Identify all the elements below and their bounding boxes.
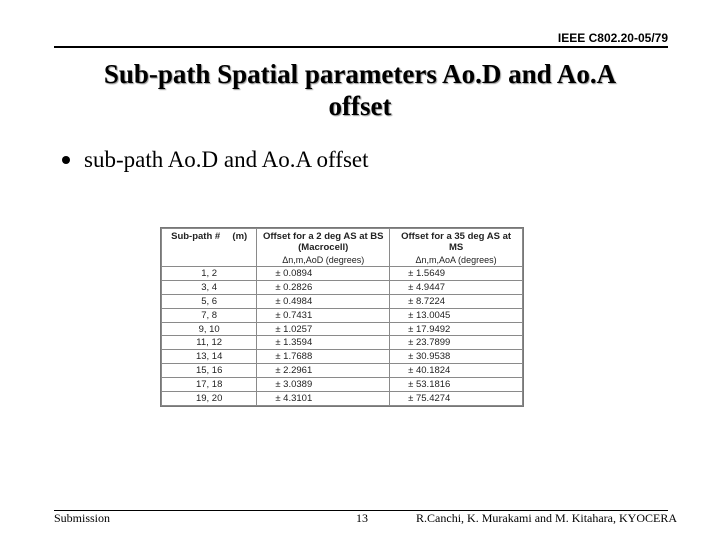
bullet-item bbox=[62, 145, 369, 175]
slide-title-line1: Sub-path Spatial parameters Ao.D and Ao.A bbox=[103, 59, 617, 89]
table-row bbox=[162, 294, 523, 308]
cell-bs-offset: ± 2.2961 bbox=[257, 364, 390, 378]
col-header-subpath-label: Sub-path # bbox=[171, 231, 221, 242]
bullet-dot-icon bbox=[62, 156, 70, 164]
cell-bs-offset: ± 1.0257 bbox=[257, 322, 390, 336]
bullet-text: sub-path Ao.D and Ao.A offset bbox=[84, 147, 369, 172]
document-id: IEEE C802.20-05/79 bbox=[557, 31, 668, 45]
cell-ms-offset: ± 1.5649 bbox=[390, 267, 523, 281]
cell-ms-offset: ± 17.9492 bbox=[390, 322, 523, 336]
cell-ms-offset: ± 8.7224 bbox=[390, 294, 523, 308]
table-row bbox=[162, 350, 523, 364]
table-row bbox=[162, 267, 523, 281]
table-row bbox=[162, 364, 523, 378]
col-header-bs-offset bbox=[257, 229, 390, 267]
col-header-ms-offset bbox=[390, 229, 523, 267]
footer-submission: Submission bbox=[54, 511, 111, 525]
cell-subpath: 5, 6 bbox=[162, 294, 257, 308]
header-divider bbox=[54, 46, 668, 48]
col-header-subpath-index: (m) bbox=[232, 231, 248, 242]
slide-title bbox=[40, 58, 680, 122]
table-row bbox=[162, 308, 523, 322]
table-row bbox=[162, 322, 523, 336]
cell-bs-offset: ± 4.3101 bbox=[257, 392, 390, 406]
slide-title-line2: offset bbox=[328, 91, 392, 121]
cell-subpath: 15, 16 bbox=[162, 364, 257, 378]
col-header-ms-label: Offset for a 35 deg AS at MS bbox=[401, 231, 512, 253]
cell-subpath: 1, 2 bbox=[162, 267, 257, 281]
footer-page-number: 13 bbox=[356, 511, 368, 525]
footer-authors: R.Canchi, K. Murakami and M. Kitahara, KYOCERA bbox=[416, 511, 677, 525]
cell-bs-offset: ± 3.0389 bbox=[257, 378, 390, 392]
cell-subpath: 13, 14 bbox=[162, 350, 257, 364]
cell-bs-offset: ± 1.7688 bbox=[257, 350, 390, 364]
cell-ms-offset: ± 23.7899 bbox=[390, 336, 523, 350]
cell-ms-offset: ± 13.0045 bbox=[390, 308, 523, 322]
col-header-subpath bbox=[162, 229, 257, 267]
offset-table bbox=[161, 228, 523, 406]
cell-subpath: 3, 4 bbox=[162, 280, 257, 294]
cell-ms-offset: ± 4.9447 bbox=[390, 280, 523, 294]
cell-bs-offset: ± 0.2826 bbox=[257, 280, 390, 294]
cell-subpath: 11, 12 bbox=[162, 336, 257, 350]
col-header-bs-symbol: Δn,m,AoD (degrees) bbox=[282, 255, 365, 265]
cell-subpath: 9, 10 bbox=[162, 322, 257, 336]
table-row bbox=[162, 336, 523, 350]
cell-subpath: 19, 20 bbox=[162, 392, 257, 406]
offset-table-container bbox=[160, 227, 524, 407]
cell-subpath: 7, 8 bbox=[162, 308, 257, 322]
cell-bs-offset: ± 0.0894 bbox=[257, 267, 390, 281]
table-row bbox=[162, 280, 523, 294]
table-row bbox=[162, 392, 523, 406]
table-header-row bbox=[162, 229, 523, 267]
col-header-bs-label: Offset for a 2 deg AS at BS (Macrocell) bbox=[262, 231, 384, 253]
cell-ms-offset: ± 75.4274 bbox=[390, 392, 523, 406]
cell-ms-offset: ± 53.1816 bbox=[390, 378, 523, 392]
table-row bbox=[162, 378, 523, 392]
cell-bs-offset: ± 0.7431 bbox=[257, 308, 390, 322]
cell-subpath: 17, 18 bbox=[162, 378, 257, 392]
cell-ms-offset: ± 40.1824 bbox=[390, 364, 523, 378]
cell-ms-offset: ± 30.9538 bbox=[390, 350, 523, 364]
col-header-ms-symbol: Δn,m,AoA (degrees) bbox=[415, 255, 497, 265]
cell-bs-offset: ± 1.3594 bbox=[257, 336, 390, 350]
cell-bs-offset: ± 0.4984 bbox=[257, 294, 390, 308]
